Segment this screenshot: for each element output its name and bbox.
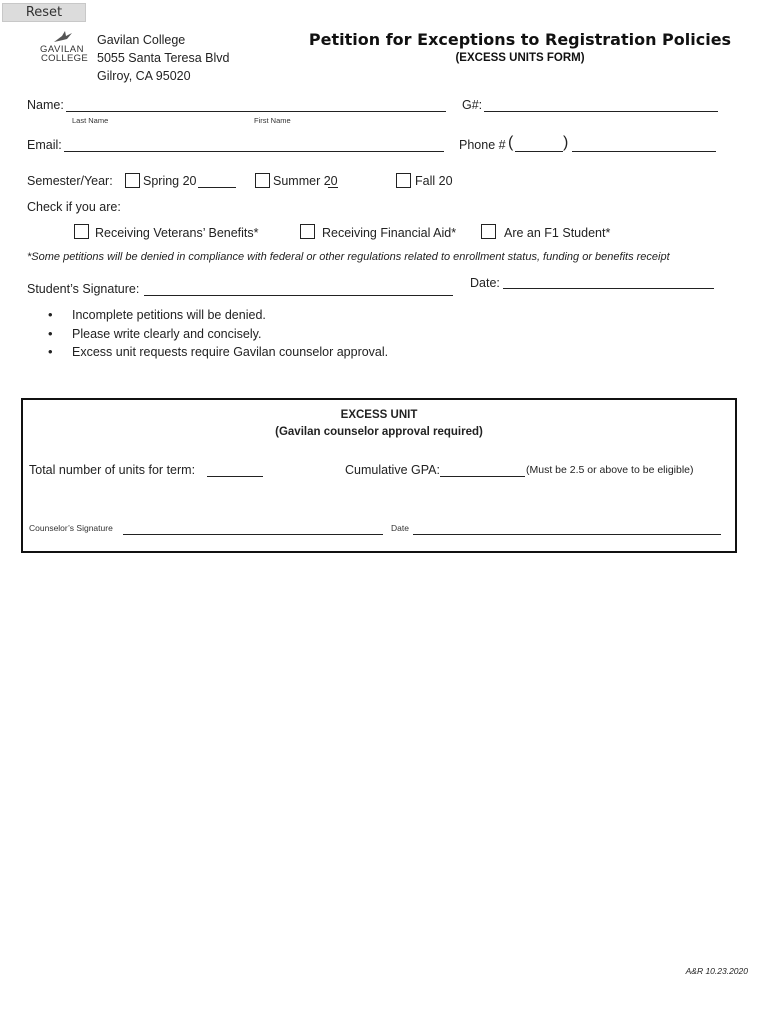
excess-unit-box <box>21 398 737 553</box>
fall-option-label: Fall 20 <box>415 174 453 188</box>
list-item: • Please write clearly and concisely. <box>48 325 388 344</box>
logo-text-line1: GAVILAN <box>40 44 84 55</box>
phone-area-code-field[interactable] <box>515 151 563 152</box>
reset-button[interactable]: Reset <box>2 3 86 22</box>
counselor-date-label: Date <box>391 523 409 533</box>
financial-aid-checkbox[interactable] <box>300 224 315 239</box>
instruction-list <box>48 306 388 362</box>
phone-number-field[interactable] <box>572 151 716 152</box>
veterans-benefits-checkbox[interactable] <box>74 224 89 239</box>
counselor-signature-field[interactable] <box>123 534 383 535</box>
summer-checkbox[interactable] <box>255 173 270 188</box>
eligibility-note: *Some petitions will be denied in compliance with federal or other regulations related to enrollment status, funding or benefits receipt <box>27 251 670 263</box>
gavilan-college-logo <box>38 30 88 70</box>
email-field[interactable] <box>64 151 444 152</box>
cumulative-gpa-field[interactable] <box>440 476 525 477</box>
student-date-label: Date: <box>470 276 500 290</box>
student-date-field[interactable] <box>503 288 714 289</box>
last-name-hint: Last Name <box>72 116 109 125</box>
college-street: 5055 Santa Teresa Blvd <box>97 51 230 65</box>
counselor-signature-label: Counselor’s Signature <box>29 523 113 533</box>
counselor-date-field[interactable] <box>413 534 721 535</box>
check-prompt: Check if you are: <box>27 200 121 214</box>
student-signature-label: Student’s Signature: <box>27 282 140 296</box>
logo-text-line2: COLLEGE <box>41 53 88 64</box>
first-name-hint: First Name <box>254 116 291 125</box>
form-revision-code: A&R 10.23.2020 <box>685 966 748 976</box>
total-units-label: Total number of units for term: <box>29 463 196 477</box>
spring-year-field[interactable] <box>198 187 236 188</box>
phone-label: Phone # <box>459 138 506 152</box>
list-item: • Excess unit requests require Gavilan counselor approval. <box>48 343 388 362</box>
summer-option-label: Summer 20 <box>273 174 338 188</box>
student-signature-field[interactable] <box>144 295 453 296</box>
f1-student-label: Are an F1 Student* <box>504 226 611 240</box>
total-units-field[interactable] <box>207 476 263 477</box>
semester-year-label: Semester/Year: <box>27 174 113 188</box>
gnumber-field[interactable] <box>484 111 718 112</box>
excess-unit-title: EXCESS UNIT <box>340 409 418 421</box>
cumulative-gpa-label: Cumulative GPA: <box>345 463 440 477</box>
veterans-benefits-label: Receiving Veterans’ Benefits* <box>95 226 259 240</box>
gnumber-label: G#: <box>462 98 483 112</box>
gpa-eligibility-note: (Must be 2.5 or above to be eligible) <box>526 464 694 476</box>
fall-checkbox[interactable] <box>396 173 411 188</box>
hawk-icon <box>52 30 74 44</box>
college-city: Gilroy, CA 95020 <box>97 69 191 83</box>
summer-year-field[interactable] <box>328 187 338 188</box>
f1-student-checkbox[interactable] <box>481 224 496 239</box>
name-label: Name: <box>27 98 64 112</box>
spring-option-label: Spring 20 <box>143 174 197 188</box>
spring-checkbox[interactable] <box>125 173 140 188</box>
email-label: Email: <box>27 138 62 152</box>
excess-unit-subtitle: (Gavilan counselor approval required) <box>275 426 483 438</box>
financial-aid-label: Receiving Financial Aid* <box>322 226 457 240</box>
list-item: • Incomplete petitions will be denied. <box>48 306 388 325</box>
page-title: Petition for Exceptions to Registration Policies <box>308 30 732 49</box>
phone-paren-open: ( <box>508 134 514 151</box>
phone-paren-close: ) <box>563 134 569 151</box>
college-name: Gavilan College <box>97 33 186 47</box>
name-field[interactable] <box>66 111 446 112</box>
page-subtitle: (EXCESS UNITS FORM) <box>455 52 585 64</box>
